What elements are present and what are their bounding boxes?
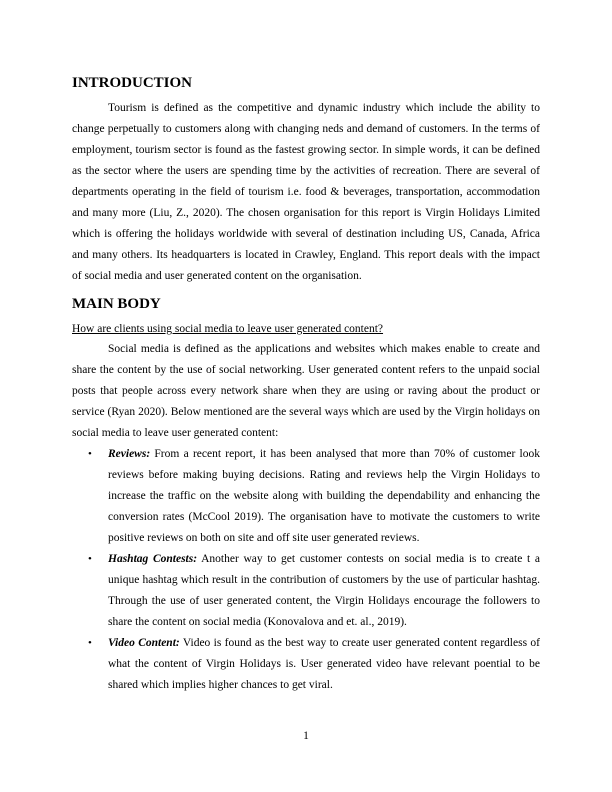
bullet-text: Another way to get customer contests on social media is to create t a unique hashtag which result in the contribution of customers by the use of particular hashtag. Through the use of user generated content, the Virgin Holidays encourage the followers to share the content on social media (Konovalova and et. al., 2019). — [108, 553, 541, 628]
bullet-text: Video is found as the best way to create user generated content regardless of what the content of Virgin Holidays is. User generated video have relevant poential to be shared which implies higher chances to get viral. — [108, 637, 540, 691]
page-number: 1 — [303, 730, 309, 742]
bullet-icon: • — [88, 448, 92, 460]
bullet-icon: • — [88, 637, 92, 649]
bullet-term: Video Content: — [108, 637, 180, 649]
introduction-heading: INTRODUCTION — [72, 75, 193, 91]
bullet-item-video-content — [72, 633, 540, 696]
bullet-item-reviews — [72, 444, 540, 549]
bullet-term: Hashtag Contests: — [108, 553, 198, 565]
page-content — [72, 74, 540, 696]
main-body-heading: MAIN BODY — [72, 296, 161, 312]
bullet-icon: • — [88, 553, 92, 565]
bullet-item-hashtag-contests — [72, 549, 540, 633]
bullet-list — [72, 444, 540, 696]
section-subheading: How are clients using social media to leave user generated content? — [72, 323, 384, 335]
bullet-text: From a recent report, it has been analysed that more than 70% of customer look reviews before making buying decisions. Rating and reviews help the Virgin Holidays to increase the traffic on the website along with building the dependability and enhancing the conversion rates (McCool 2019). The organisation have to motivate the customers to write positive reviews on both on site and off site user generated reviews. — [108, 448, 540, 544]
main-body-paragraph: Social media is defined as the applications and websites which makes enable to create and share the content by the use of social networking. User generated content refers to the unpaid social posts that people across every network share when they are using or raving about the product or service (Ryan 2020). Below mentioned are the several ways which are used by the Virgin holidays on social media to leave user generated content: — [72, 343, 540, 439]
introduction-paragraph: Tourism is defined as the competitive and dynamic industry which include the ability to change perpetually to customers along with changing neds and demand of customers. In the terms of employment, tourism sector is found as the fastest growing sector. In simple words, it can be defined as the sector where the users are spending time by the activities of recreation. There are several of departments operating in the field of tourism i.e. food & beverages, transportation, accommodation and many more (Liu, Z., 2020). The chosen organisation for this report is Virgin Holidays Limited which is offering the holidays worldwide with several of destination including US, Canada, Africa and many others. Its headquarters is located in Crawley, England. This report deals with the impact of social media and user generated content on the organisation. — [72, 102, 540, 282]
bullet-term: Reviews: — [108, 448, 151, 460]
